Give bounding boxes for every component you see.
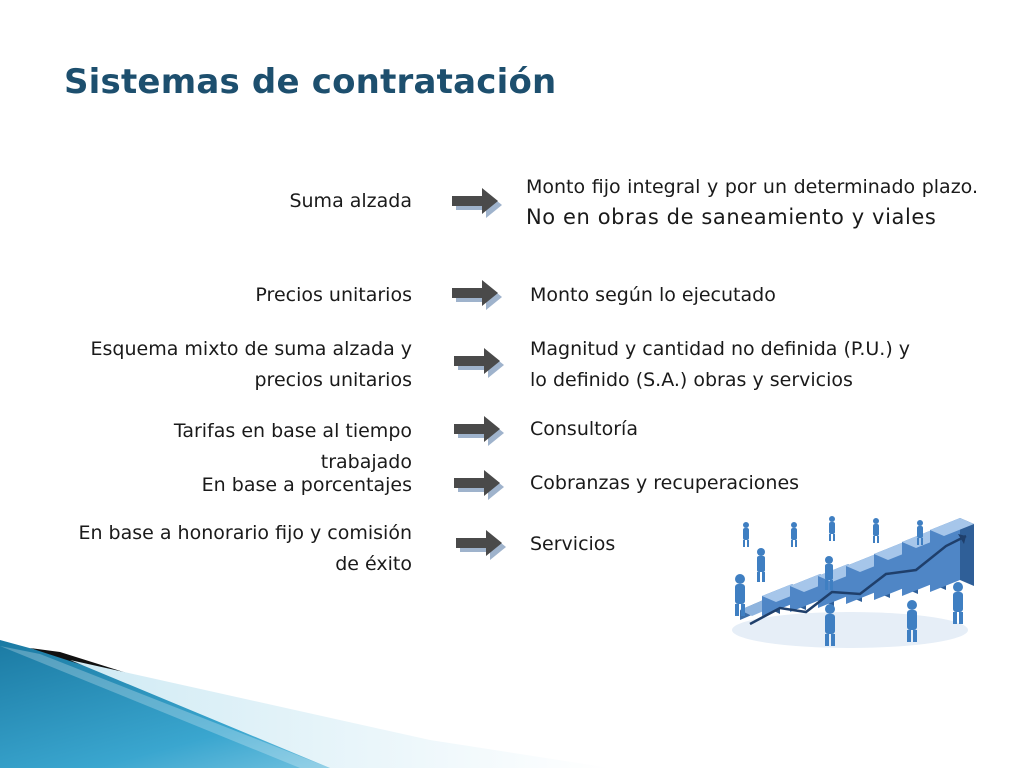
right-arrow-icon	[450, 186, 502, 220]
row-6-left-line-2: de éxito	[335, 553, 412, 575]
row-5-left	[202, 470, 412, 501]
decorative-corner-swoosh	[0, 640, 680, 768]
row-4-left	[174, 416, 412, 478]
row-2-left	[255, 280, 412, 311]
row-5-right	[530, 468, 980, 499]
row-6-left-line-1: En base a honorario fijo y comisión	[78, 522, 412, 544]
business-growth-chart-illustration	[720, 512, 986, 654]
right-arrow-icon	[452, 468, 504, 502]
right-arrow-icon	[452, 414, 504, 448]
row-1-right	[526, 172, 978, 233]
row-3-right-line-2: lo definido (S.A.) obras y servicios	[530, 369, 853, 391]
row-2-left-line-1: Precios unitarios	[255, 284, 412, 306]
row-2-right-part-1: Monto según lo ejecutado	[530, 284, 776, 306]
row-4-left-line-1: Tarifas en base al tiempo	[173, 420, 412, 442]
row-1-left-line-1: Suma alzada	[289, 190, 412, 212]
row-1-right-part-1: Monto fijo integral y por un determinado plazo.	[526, 176, 978, 198]
row-3-left-line-1: Esquema mixto de suma alzada y	[90, 338, 412, 360]
row-6-left	[78, 518, 412, 580]
right-arrow-icon	[450, 278, 502, 312]
row-5-left-line-1: En base a porcentajes	[201, 474, 412, 496]
row-4-left-line-2: trabajado	[320, 451, 412, 473]
right-arrow-icon	[454, 528, 506, 562]
row-3-right	[530, 334, 980, 396]
row-6-right-part-1: Servicios	[530, 533, 616, 555]
row-2-right	[530, 280, 980, 311]
row-3-left	[91, 334, 412, 396]
row-1-right-part-2: No en obras de saneamiento y viales	[526, 205, 937, 229]
slide-title: Sistemas de contratación	[64, 62, 557, 102]
row-3-right-line-1: Magnitud y cantidad no definida (P.U.) y	[530, 338, 911, 360]
row-1-left	[289, 186, 412, 217]
row-5-right-part-1: Cobranzas y recuperaciones	[530, 472, 800, 494]
row-3-left-line-2: precios unitarios	[254, 369, 412, 391]
row-4-right-part-1: Consultoría	[530, 418, 638, 440]
right-arrow-icon	[452, 346, 504, 380]
row-4-right	[530, 414, 980, 445]
